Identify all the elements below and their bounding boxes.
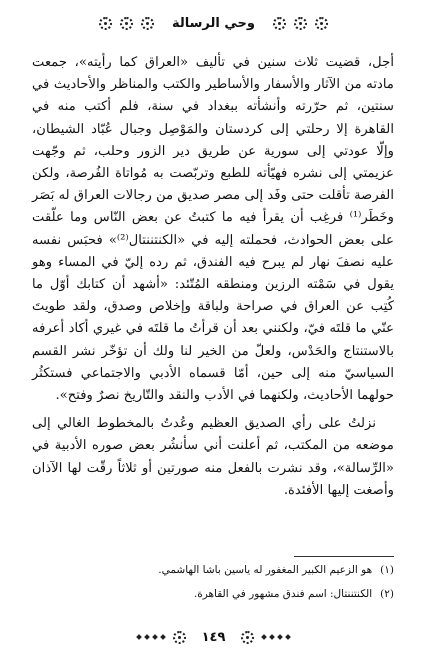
ornament-rosette-icon	[241, 631, 254, 644]
body-text	[32, 52, 394, 508]
ornament-rosette-icon	[315, 17, 328, 30]
footnote	[32, 584, 394, 604]
footnote	[32, 560, 394, 580]
footnote-marker: (٢)	[380, 588, 394, 600]
footnote-text: هو الزعيم الكبير المغفور له ياسين باشا الهاشمي.	[158, 564, 373, 576]
ornament-rosette-icon	[273, 17, 286, 30]
footnote-divider	[294, 556, 394, 557]
page-header	[40, 10, 387, 36]
page-number: ١٤٩	[201, 629, 226, 645]
ornament-rosette-icon	[294, 17, 307, 30]
ornament-rosette-icon	[173, 631, 186, 644]
ornament-rosette-icon	[141, 17, 154, 30]
footnotes	[32, 560, 394, 608]
paragraph: نزلتُ على رأي الصديق العظيم وعُدتُ بالمخطوط الغالي إلى موضعه من المكتب، ثم أعلنت أني سأنشُر بعض صوره الأدبية في «الرِّسالة»، وقد نشرت بالفعل منه صورتين أو ثلاثاً رقّت لها الآذان وأصغت إليها الأفئدة.	[32, 416, 394, 498]
ornament-dots-icon	[262, 635, 290, 639]
running-title: وحي الرسالة	[172, 15, 255, 31]
ornament-rosette-icon	[120, 17, 133, 30]
ornament-dots-icon	[137, 635, 165, 639]
footnote-text: الكنتننتال: اسم فندق مشهور في القاهرة.	[193, 588, 373, 600]
page-footer	[40, 626, 387, 648]
ornament-rosette-icon	[99, 17, 112, 30]
footnote-marker: (١)	[380, 564, 394, 576]
paragraph: أجل، قضيت ثلاث سنين في تأليف «العراق كما رأيته»، جمعت مادته من الآثار والأسفار والأساطير والكتب والمناظر والأحاديث في سنتين، ثم حرّرته وأنشأته ببغداد في سنة، فلم أكتب منه في القاهرة إلا رحلتي إلى كردستان والمَوْصِل وجبال عُبّاد الشيطان، وإلّا عودتي إلى سورية عن طريق دير الزور وحلب، ثم وجّهت عزيمتي إلى نشره فهيّأته للطبع وتربّصت به مُواتاة الفُرصة، ولكن الفرصة تأقلت حتى وفَد إلى مصر صديق من رجالات العراق له بَصَر وخَطَر⁽¹⁾ فرغِب أن يقرأ فيه ما كتبتُ عن بعض النّاس وما علّقت على بعض الحوادث، فحملته إليه في «الكنتننتال⁽²⁾» فحبَس نفسه عليه نصفَ نهار لم يبرح فيه الفندق، ثم رده إليّ في المساء وهو يقول في سَمْته الرزين ومنطقه المُتّئد: «أشهد أن كتابك أوّل ما كُتِب عن العراق في صراحة ولباقة وإخلاص وصدق، ولقد طويتَ عنّي ما قلتَه فيّ، ولكنني بعد أن قرأتُ ما قلتَه في غيري أكاد أعرفه بالاستنتاج والحَدْس، ولعلّ من الخير لنا ولك أن تؤخّر نشر القسم السياسيّ منه إلى حين، أمّا قسماه الأدبي والاجتماعي فستكثُر حولهما الأحاديث، ولكنهما في الأدب والنقد والتّاريخ نصرٌ وفتح».	[32, 55, 394, 404]
